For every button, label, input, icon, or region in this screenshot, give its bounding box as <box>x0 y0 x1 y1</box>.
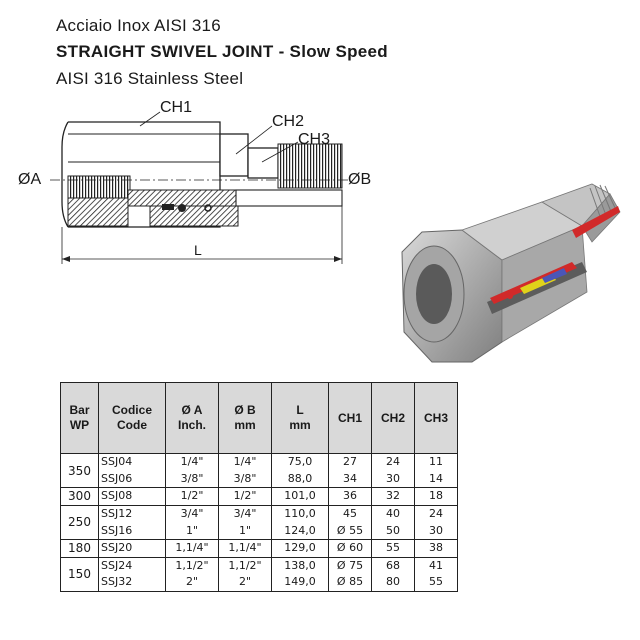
value-cell: 1" <box>219 522 272 539</box>
subtitle-english: AISI 316 Stainless Steel <box>56 69 244 88</box>
value-cell: 1" <box>166 522 219 539</box>
column-header-text: Ø A <box>181 403 203 417</box>
value-cell: 3/4" <box>166 505 219 522</box>
column-header <box>272 383 329 454</box>
code-cell: SSJ16 <box>99 522 166 539</box>
code-cell: SSJ20 <box>99 539 166 557</box>
table-row <box>61 471 458 488</box>
value-cell: 1,1/4" <box>166 539 219 557</box>
label-diameter-a: ØA <box>18 171 42 188</box>
value-cell: 149,0 <box>272 574 329 591</box>
column-header-text: Bar <box>69 403 90 417</box>
table-row <box>61 557 458 574</box>
product-render-image <box>392 182 622 372</box>
column-header <box>219 383 272 454</box>
code-cell: SSJ04 <box>99 454 166 471</box>
column-header-text: CH2 <box>380 410 405 425</box>
column-header-text: Codice <box>111 403 152 417</box>
value-cell: 68 <box>372 557 415 574</box>
pressure-cell: 180 <box>61 539 99 557</box>
value-cell: 1/2" <box>166 488 219 506</box>
value-cell: Ø 75 <box>329 557 372 574</box>
column-header-text: CH3 <box>423 410 448 425</box>
column-header-text: Inch. <box>177 418 206 432</box>
table-row <box>61 505 458 522</box>
code-cell: SSJ32 <box>99 574 166 591</box>
table-row <box>61 522 458 539</box>
column-header <box>166 383 219 454</box>
product-title: STRAIGHT SWIVEL JOINT - Slow Speed <box>56 42 388 61</box>
column-header <box>415 383 458 454</box>
value-cell: 3/8" <box>219 471 272 488</box>
value-cell: 2" <box>219 574 272 591</box>
column-header <box>61 383 99 454</box>
code-cell: SSJ12 <box>99 505 166 522</box>
value-cell: 45 <box>329 505 372 522</box>
value-cell: 75,0 <box>272 454 329 471</box>
pressure-cell: 300 <box>61 488 99 506</box>
column-header-text: CH1 <box>337 410 362 425</box>
pressure-cell: 250 <box>61 505 99 539</box>
column-header-text: mm <box>234 418 256 432</box>
code-cell: SSJ24 <box>99 557 166 574</box>
value-cell: 24 <box>372 454 415 471</box>
value-cell: 3/8" <box>166 471 219 488</box>
code-cell: SSJ08 <box>99 488 166 506</box>
column-header <box>329 383 372 454</box>
value-cell: 34 <box>329 471 372 488</box>
column-header <box>99 383 166 454</box>
value-cell: 1/4" <box>166 454 219 471</box>
value-cell: 41 <box>415 557 458 574</box>
label-length: L <box>194 242 202 258</box>
value-cell: 38 <box>415 539 458 557</box>
value-cell: 27 <box>329 454 372 471</box>
value-cell: 129,0 <box>272 539 329 557</box>
value-cell: Ø 85 <box>329 574 372 591</box>
table-row <box>61 574 458 591</box>
value-cell: 3/4" <box>219 505 272 522</box>
table-row <box>61 488 458 506</box>
value-cell: 11 <box>415 454 458 471</box>
pressure-cell: 350 <box>61 454 99 488</box>
value-cell: 1,1/2" <box>166 557 219 574</box>
code-cell: SSJ06 <box>99 471 166 488</box>
value-cell: Ø 60 <box>329 539 372 557</box>
value-cell: 18 <box>415 488 458 506</box>
value-cell: 24 <box>415 505 458 522</box>
value-cell: 55 <box>372 539 415 557</box>
table-row <box>61 539 458 557</box>
label-ch2: CH2 <box>272 113 305 130</box>
value-cell: 40 <box>372 505 415 522</box>
label-diameter-b: ØB <box>348 171 372 188</box>
technical-drawing <box>10 92 380 270</box>
column-header <box>372 383 415 454</box>
subtitle-italian: Acciaio Inox AISI 316 <box>56 16 221 35</box>
column-header-text: mm <box>289 418 311 432</box>
value-cell: 50 <box>372 522 415 539</box>
value-cell: 36 <box>329 488 372 506</box>
value-cell: 2" <box>166 574 219 591</box>
pressure-cell: 150 <box>61 557 99 591</box>
value-cell: 30 <box>415 522 458 539</box>
value-cell: 32 <box>372 488 415 506</box>
column-header-text: WP <box>69 418 90 432</box>
column-header-text: L <box>296 403 304 417</box>
value-cell: 55 <box>415 574 458 591</box>
table-header-row <box>61 383 458 454</box>
value-cell: 1,1/2" <box>219 557 272 574</box>
label-ch1: CH1 <box>160 99 193 116</box>
table-row <box>61 454 458 471</box>
value-cell: Ø 55 <box>329 522 372 539</box>
column-header-text: Ø B <box>234 403 256 417</box>
column-header-text: Code <box>117 418 147 432</box>
value-cell: 1,1/4" <box>219 539 272 557</box>
value-cell: 1/4" <box>219 454 272 471</box>
value-cell: 138,0 <box>272 557 329 574</box>
value-cell: 124,0 <box>272 522 329 539</box>
value-cell: 80 <box>372 574 415 591</box>
value-cell: 1/2" <box>219 488 272 506</box>
value-cell: 88,0 <box>272 471 329 488</box>
value-cell: 14 <box>415 471 458 488</box>
value-cell: 110,0 <box>272 505 329 522</box>
value-cell: 101,0 <box>272 488 329 506</box>
label-ch3: CH3 <box>298 131 331 148</box>
specification-table <box>60 382 458 592</box>
value-cell: 30 <box>372 471 415 488</box>
